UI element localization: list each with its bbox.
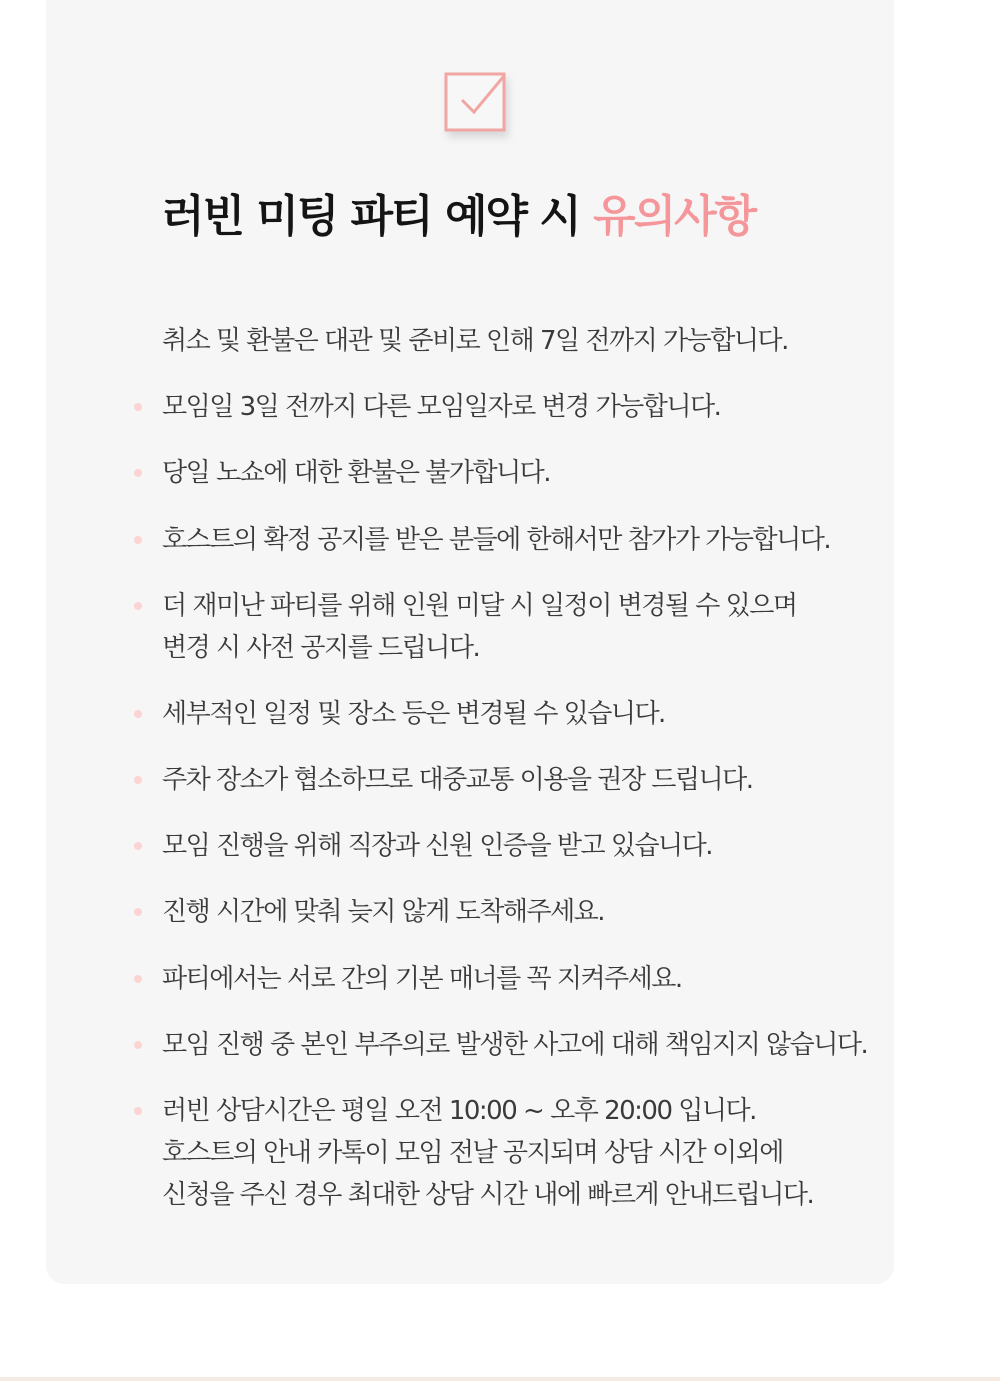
list-item [162,585,902,669]
notice-text: 호스트의 확정 공지를 받은 분들에 한해서만 참가가 가능합니다. [162,525,831,555]
bottom-divider [0,1377,1000,1381]
list-item [162,386,902,428]
list-item [162,693,902,735]
bullet-dot-icon [134,469,142,477]
list-item [162,891,902,933]
notice-text: 파티에서는 서로 간의 기본 매너를 꼭 지켜주세요. [162,964,682,994]
notice-text: 호스트의 안내 카톡이 모임 전날 공지되며 상담 시간 이외에 [162,1138,783,1168]
notice-text: 진행 시간에 맞춰 늦지 않게 도착해주세요. [162,897,605,927]
list-item [162,759,902,801]
notice-text: 모임 진행을 위해 직장과 신원 인증을 받고 있습니다. [162,831,713,861]
notice-text: 주차 장소가 협소하므로 대중교통 이용을 권장 드립니다. [162,765,753,795]
notice-text: 더 재미난 파티를 위해 인원 미달 시 일정이 변경될 수 있으며 [162,591,797,621]
notice-text: 변경 시 사전 공지를 드립니다. [162,633,480,663]
notice-text: 취소 및 환불은 대관 및 준비로 인해 7일 전까지 가능합니다. [162,326,788,356]
page-title [162,180,755,244]
bullet-dot-icon [134,710,142,718]
notice-text: 세부적인 일정 및 장소 등은 변경될 수 있습니다. [162,699,665,729]
notice-text: 신청을 주신 경우 최대한 상담 시간 내에 빠르게 안내드립니다. [162,1180,814,1210]
bullet-dot-icon [134,908,142,916]
title-main: 러빈 미팅 파티 예약 시 [162,191,594,242]
list-item [162,958,902,1000]
list-item [162,519,902,561]
bullet-dot-icon [134,602,142,610]
notice-text: 당일 노쇼에 대한 환불은 불가합니다. [162,458,551,488]
list-item [162,1090,902,1216]
title-accent: 유의사항 [593,191,756,242]
bullet-dot-icon [134,975,142,983]
list-item [162,452,902,494]
bullet-dot-icon [134,403,142,411]
list-item [162,320,902,362]
bullet-dot-icon [134,842,142,850]
checkbox-check-icon [436,66,516,146]
bullet-dot-icon [134,1041,142,1049]
notice-text: 모임일 3일 전까지 다른 모임일자로 변경 가능합니다. [162,392,721,422]
list-item [162,1024,902,1066]
bullet-dot-icon [134,776,142,784]
list-item [162,825,902,867]
notice-text: 모임 진행 중 본인 부주의로 발생한 사고에 대해 책임지지 않습니다. [162,1030,868,1060]
bullet-dot-icon [134,1107,142,1115]
notice-text: 러빈 상담시간은 평일 오전 10:00 ~ 오후 20:00 입니다. [162,1096,756,1126]
bullet-dot-icon [134,536,142,544]
